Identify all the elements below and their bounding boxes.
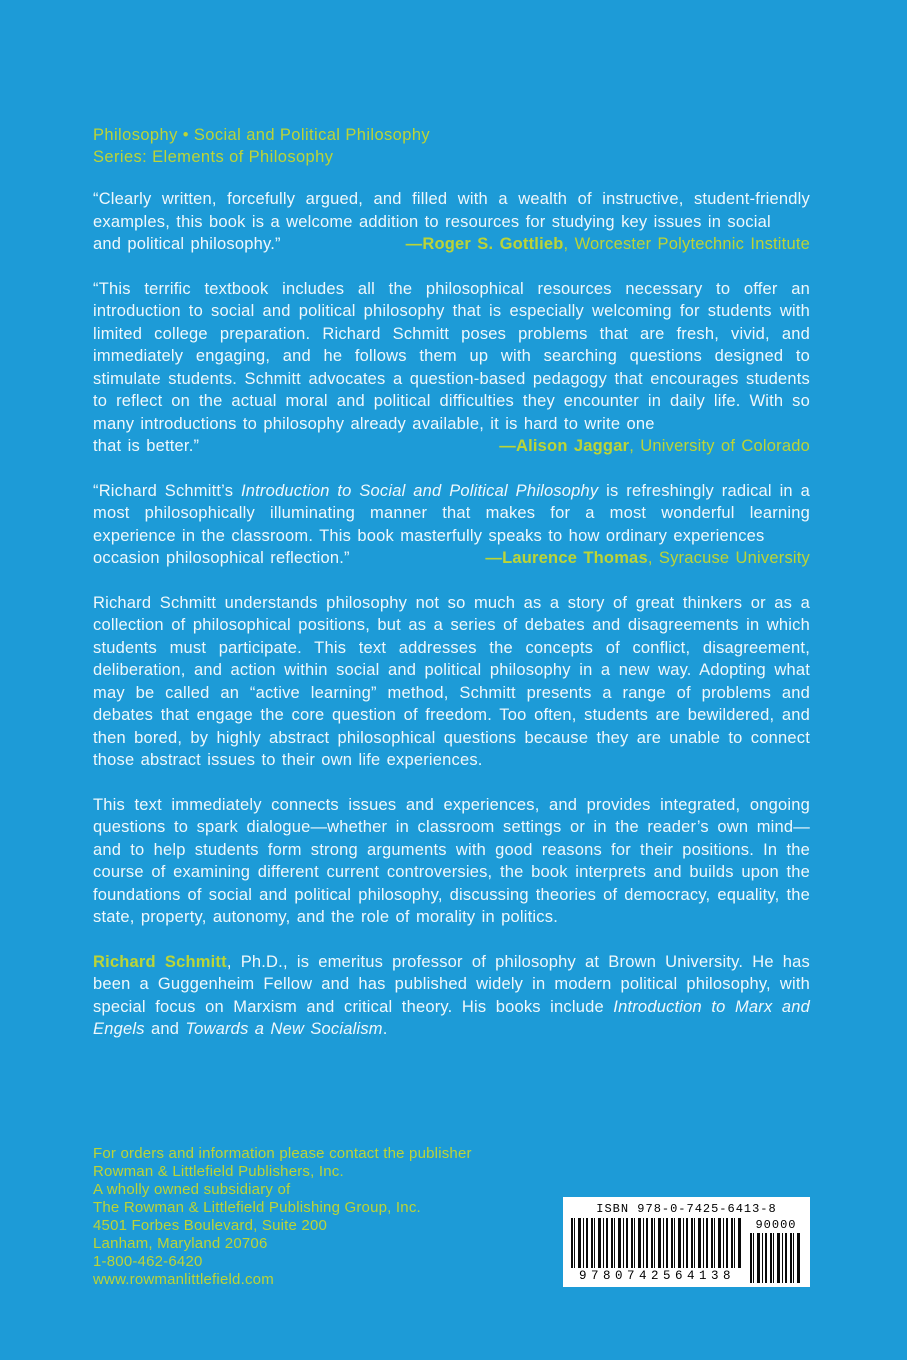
barcode-supplement-column: [750, 1218, 802, 1283]
barcode-bars-icon: [571, 1218, 743, 1268]
attribution-name: —Roger S. Gottlieb: [405, 235, 564, 253]
description-text: Richard Schmitt understands philosophy not so much as a story of great thinkers or as a collection of philosophical positions, but as a series of debates and disagreements in which students must participate. This text addresses the concepts of conflict, disagreement, deliberation, and action within social and political philosophy in a new way. Adopting what may be called an “active learning” method, Schmitt presents a range of problems and debates that engage the core question of freedom. Too often, students are bewildered, and then bored, by highly abstract philosophical questions because they are unable to connect those abstract issues to their own life experiences.: [93, 593, 810, 769]
endorsement-quote-3: [93, 480, 810, 570]
quote-pre: “Richard Schmitt’s: [93, 481, 241, 500]
quote-text: [93, 480, 810, 548]
quoted-book-title: Introduction to Social and Political Philosophy: [240, 481, 599, 500]
attribution-name: —Laurence Thomas: [485, 549, 648, 567]
description-paragraph-2: [93, 794, 810, 929]
barcode-main-column: [571, 1218, 743, 1283]
bio-segment: , Ph.D., is emeritus professor of philosophy at Brown University. He has been a Guggenheim Fellow and has published widely in modern political philosophy, with special focus on Marxism and critical theory. His books include: [93, 952, 810, 1016]
author-name: Richard Schmitt: [93, 952, 227, 971]
bio-segment: and: [144, 1020, 186, 1038]
footer: [93, 1145, 810, 1289]
isbn-text: ISBN 978-0-7425-6413-8: [596, 1201, 777, 1216]
quote-last-line: [93, 435, 810, 458]
bio-segment: .: [382, 1020, 388, 1038]
quote-tail: and political philosophy.”: [93, 235, 281, 253]
endorsement-quote-1: [93, 188, 810, 256]
attribution-affiliation: , Worcester Polytechnic Institute: [563, 235, 810, 253]
endorsement-quote-2: [93, 278, 810, 458]
barcode-panel: [563, 1197, 810, 1287]
quote-last-line: [93, 547, 810, 570]
category-block: [93, 124, 810, 168]
attribution-affiliation: , University of Colorado: [629, 437, 810, 455]
publisher-line: For orders and information please contact the publisher: [93, 1144, 472, 1162]
publisher-phone: 1-800-462-6420: [93, 1252, 203, 1270]
barcode-row: [571, 1218, 802, 1283]
publisher-line: Lanham, Maryland 20706: [93, 1234, 268, 1252]
author-bio: [93, 951, 810, 1041]
quote-attribution: [406, 233, 810, 256]
attribution-affiliation: , Syracuse University: [647, 549, 810, 567]
description-text: This text immediately connects issues and experiences, and provides integrated, ongoing questions to spark dialogue—whether in classroom settings or in the reader’s own mind—and to help students form strong arguments with good reasons for their positions. In the course of examining different current controversies, the book interprets and builds upon the foundations of social and political philosophy, discussing theories of democracy, equality, the state, property, autonomy, and the role of morality in politics.: [93, 795, 810, 926]
quote-tail: occasion philosophical reflection.”: [93, 549, 350, 567]
back-cover-content: [93, 124, 810, 1289]
publisher-website: www.rowmanlittlefield.com: [93, 1270, 274, 1288]
bio-book-title-2: Towards a New Socialism: [185, 1020, 383, 1038]
publisher-line: 4501 Forbes Boulevard, Suite 200: [93, 1216, 328, 1234]
barcode-digits: 9780742564138: [578, 1268, 736, 1283]
quote-post: is refreshingly radical in a most philosophically illuminating manner that makes for a most wonderful learning experience in the classroom. This book masterfully speaks to how ordinary experiences: [93, 481, 810, 545]
bio-book-title-1: Introduction to Marx and Engels: [93, 997, 810, 1038]
description-paragraph-1: [93, 592, 810, 772]
barcode-supplement-code: 90000: [755, 1217, 797, 1232]
publisher-line: Rowman & Littlefield Publishers, Inc.: [93, 1162, 344, 1180]
quote-tail: that is better.”: [93, 437, 200, 455]
category-line: Philosophy • Social and Political Philosophy: [93, 126, 431, 144]
quote-attribution: [499, 435, 810, 458]
series-line: Series: Elements of Philosophy: [93, 148, 334, 166]
quote-text: “This terrific textbook includes all the philosophical resources necessary to offer an introduction to social and political philosophy that is especially welcoming for students with limited college preparation. Richard Schmitt poses problems that are fresh, vivid, and immediately engaging, and he follows them up with searching questions designed to stimulate students. Schmitt advocates a question-based pedagogy that encourages students to reflect on the actual moral and political difficulties they encounter in daily life. With so many introductions to philosophy already available, it is hard to write one: [93, 279, 810, 433]
quote-text: “Clearly written, forcefully argued, and filled with a wealth of instructive, student-friendly examples, this book is a welcome addition to resources for studying key issues in social: [93, 190, 810, 231]
attribution-name: —Alison Jaggar: [499, 437, 630, 455]
publisher-line: A wholly owned subsidiary of: [93, 1180, 291, 1198]
author-bio-text: [93, 951, 810, 1041]
quote-attribution: [485, 547, 810, 570]
publisher-contact-block: [93, 1145, 472, 1289]
barcode-supplement-bars-icon: [750, 1233, 802, 1283]
quote-last-line: [93, 233, 810, 256]
publisher-line: The Rowman & Littlefield Publishing Group, Inc.: [93, 1198, 421, 1216]
